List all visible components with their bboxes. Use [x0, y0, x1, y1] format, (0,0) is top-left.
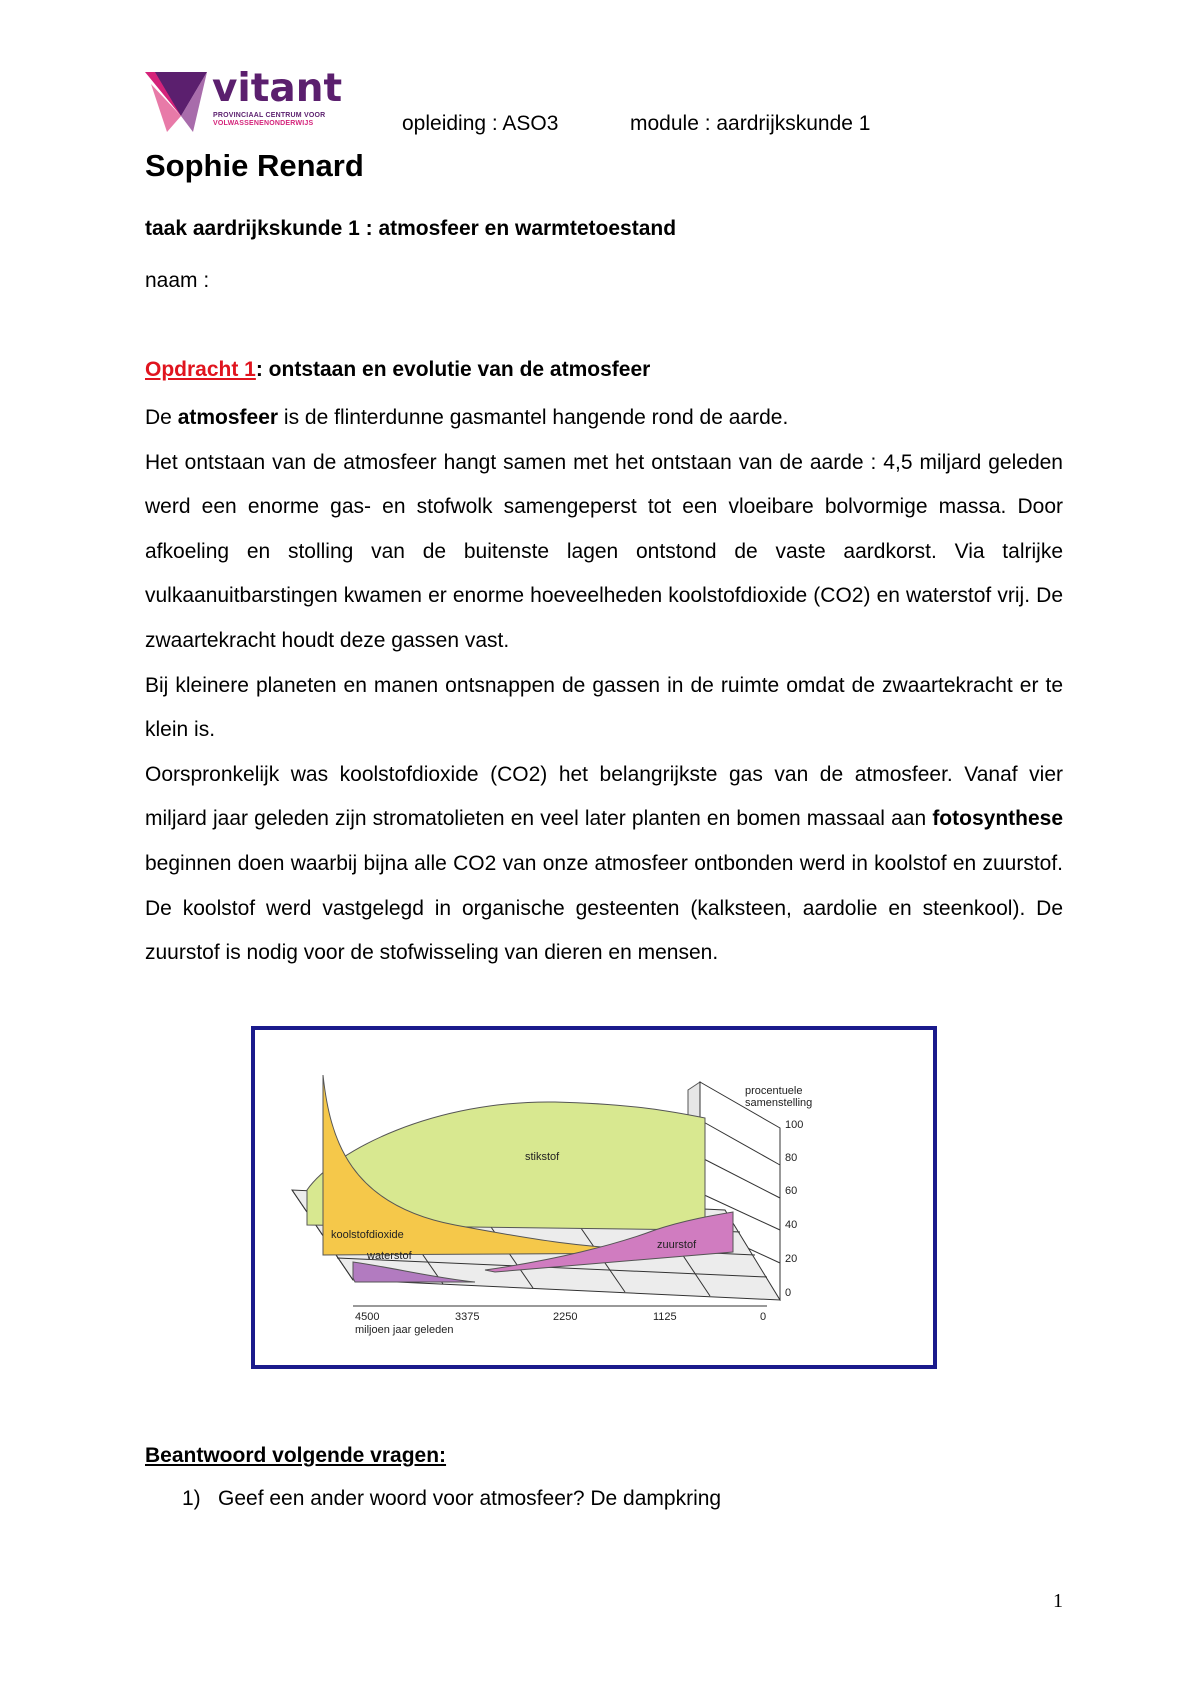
body-text: [145, 396, 1063, 976]
opdracht-heading: [145, 358, 650, 382]
paragraph-4: Oorspronkelijk was koolstofdioxide (CO2) het belangrijkste gas van de atmosfeer. Vanaf vier miljard jaar geleden zijn stromatolieten en veel later planten en bomen massaal aan fotosynthese beginnen doen waarbij bijna alle CO2 van onze atmosfeer ontbonden werd in koolstof en zuurstof. De koolstof werd vastgelegd in organische gesteenten (kalksteen, aardolie en steenkool). De zuurstof is nodig voor de stofwisseling van dieren en mensen.: [145, 762, 1063, 965]
x-tick-3375: 3375: [455, 1311, 480, 1323]
page-number: 1: [1053, 1590, 1063, 1612]
y-tick-40: 40: [785, 1219, 798, 1231]
label-koolstofdioxide: koolstofdioxide: [331, 1229, 404, 1241]
label-zuurstof: zuurstof: [657, 1239, 697, 1251]
opdracht-label: Opdracht 1: [145, 358, 256, 381]
logo-tagline-1: PROVINCIAAL CENTRUM VOOR: [213, 112, 326, 119]
questions-heading: Beantwoord volgende vragen:: [145, 1444, 447, 1467]
x-tick-2250: 2250: [553, 1311, 578, 1323]
atmosphere-composition-figure: [251, 1026, 937, 1369]
module-label: module : aardrijkskunde 1: [630, 112, 871, 135]
logo-text: vitant: [212, 66, 343, 111]
label-stikstof: stikstof: [525, 1151, 560, 1163]
naam-label: naam :: [145, 269, 210, 292]
opleiding-label: opleiding : ASO3: [402, 112, 559, 135]
y-tick-20: 20: [785, 1253, 798, 1265]
question-1-number: 1): [182, 1487, 201, 1510]
opdracht-title: : ontstaan en evolutie van de atmosfeer: [255, 358, 651, 381]
axis-title-line2: samenstelling: [745, 1097, 813, 1109]
logo-tagline-2: VOLWASSENENONDERWIJS: [213, 120, 314, 127]
x-tick-4500: 4500: [355, 1311, 380, 1323]
x-tick-0: 0: [760, 1311, 767, 1323]
paragraph-1: De atmosfeer is de flinterdunne gasmantel hangende rond de aarde.: [145, 406, 789, 429]
question-1: [182, 1487, 721, 1511]
y-tick-0: 0: [785, 1287, 792, 1299]
axis-title-line1: procentuele: [745, 1085, 803, 1097]
student-name: Sophie Renard: [145, 148, 364, 183]
y-tick-80: 80: [785, 1152, 798, 1164]
question-1-text: Geef een ander woord voor atmosfeer? De dampkring: [218, 1487, 722, 1510]
x-axis-label: miljoen jaar geleden: [355, 1324, 454, 1336]
label-waterstof: waterstof: [367, 1250, 412, 1262]
paragraph-2: Het ontstaan van de atmosfeer hangt samen met het ontstaan van de aarde : 4,5 miljard geleden werd een enorme gas- en stofwolk samengeperst tot een vloeibare bolvormige massa. Door afkoeling en stolling van de buitenste lagen ontstond de vaste aardkorst. Via talrijke vulkaanuitbarstingen kwamen er enorme hoeveelheden koolstofdioxide (CO2) en waterstof vrij. De zwaartekracht houdt deze gassen vast.: [145, 450, 1063, 652]
vitant-logo-mark-icon: [145, 72, 207, 138]
logo-tagline: [213, 112, 325, 128]
task-title: taak aardrijkskunde 1 : atmosfeer en warmtetoestand: [145, 217, 677, 240]
vitant-logo: [145, 66, 345, 138]
atmosphere-composition-diagram: [255, 1030, 933, 1365]
y-tick-100: 100: [785, 1119, 804, 1131]
x-tick-1125: 1125: [653, 1311, 677, 1323]
paragraph-3: Bij kleinere planeten en manen ontsnappen de gassen in de ruimte omdat de zwaartekracht er te klein is.: [145, 673, 1063, 742]
y-tick-60: 60: [785, 1185, 798, 1197]
